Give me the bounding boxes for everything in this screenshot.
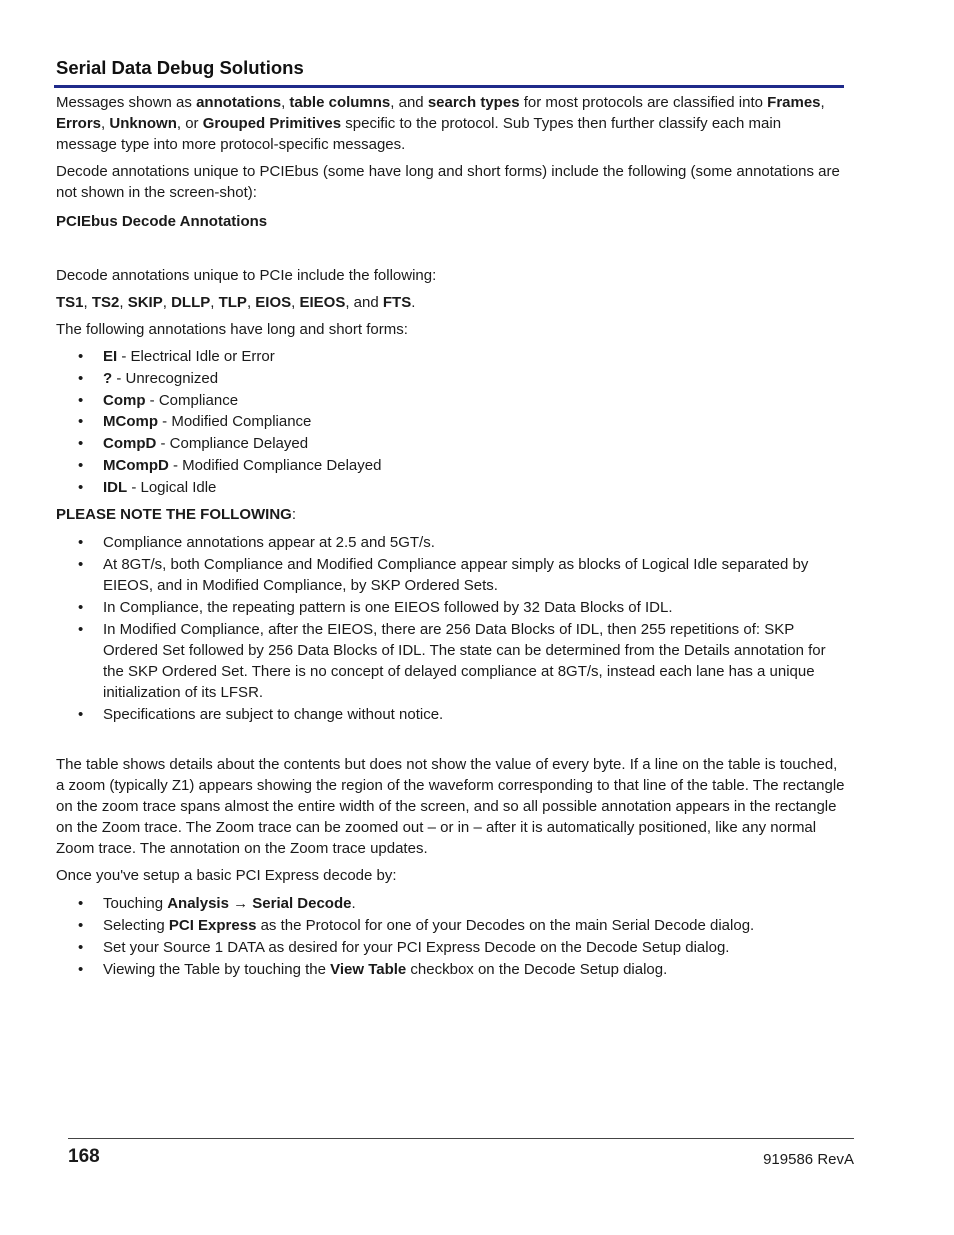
- setup-steps-list: [56, 893, 846, 981]
- bold-term: Grouped Primitives: [202, 115, 342, 132]
- note-heading: PLEASE NOTE THE FOLLOWING:: [56, 506, 297, 523]
- list-item: • CompD - Compliance Delayed: [56, 433, 846, 455]
- text-run: ,: [210, 294, 219, 311]
- list-item: • MCompD - Modified Compliance Delayed: [56, 455, 846, 477]
- list-item: • Compliance annotations appear at 2.5 and 5GT/s.: [56, 532, 846, 553]
- bold-term: EIEOS: [299, 294, 346, 311]
- text-run: , or: [176, 115, 203, 132]
- list-item: • Specifications are subject to change without notice.: [56, 704, 846, 725]
- list-item: • In Modified Compliance, after the EIEOS, there are 256 Data Blocks of IDL, then 255 repetitions of: SKP Ordered Set followed by 256 Data Blocks of IDL. The state can be determined from the Details annotation for the SKP Ordered Set. There is no concept of delayed compliance at 8GT/s, instead each lane has a unique initialization of its LFSR.: [56, 619, 846, 703]
- bold-term: TS2: [91, 294, 120, 311]
- bold-term: SKIP: [127, 294, 163, 311]
- forms-intro-paragraph: The following annotations have long and short forms:: [56, 321, 408, 338]
- bold-term: annotations: [196, 94, 282, 111]
- bold-term: TS1: [56, 294, 84, 311]
- bold-term: Errors: [56, 115, 102, 132]
- list-item: • ? - Unrecognized: [56, 368, 846, 390]
- text-run: as the Protocol for one of your Decodes on the main Serial Decode dialog.: [256, 917, 755, 934]
- title-underline: [54, 85, 844, 88]
- text-run: ,: [291, 294, 300, 311]
- text-run: .: [411, 294, 416, 311]
- list-item: • In Compliance, the repeating pattern is one EIEOS followed by 32 Data Blocks of IDL.: [56, 597, 846, 618]
- list-item: • IDL - Logical Idle: [56, 477, 846, 499]
- bold-term: EIOS: [255, 294, 292, 311]
- figure-caption: PCIEbus Decode Annotations: [56, 213, 268, 230]
- forms-list: [56, 346, 846, 499]
- list-item: [56, 959, 846, 981]
- document-id: 919586 RevA: [763, 1151, 854, 1168]
- list-item: [56, 915, 846, 937]
- bold-term: Analysis → Serial Decode: [167, 895, 352, 912]
- text-run: ,: [246, 294, 256, 311]
- list-item: [56, 937, 846, 959]
- pcie-annotations-paragraph: Decode annotations unique to PCIe include the following:: [56, 267, 437, 284]
- text-run: ,: [820, 94, 825, 111]
- list-item: • Comp - Compliance: [56, 390, 846, 412]
- text-run: specific to the protocol. Sub Types then further classify each main message type into more protocol-specific messages.: [56, 115, 782, 153]
- intro-paragraph: [56, 92, 846, 155]
- text-run: Messages shown as: [56, 94, 197, 111]
- bold-term: Frames: [767, 94, 821, 111]
- text-run: , and: [390, 94, 428, 111]
- page-title: Serial Data Debug Solutions: [56, 57, 304, 78]
- text-run: ,: [119, 294, 128, 311]
- text-run: Set your Source 1 DATA as desired for your PCI Express Decode on the Decode Setup dialog.: [103, 939, 730, 956]
- list-item: • MComp - Modified Compliance: [56, 411, 846, 433]
- text-run: ,: [101, 115, 110, 132]
- pcie-annotation-list: [56, 292, 846, 313]
- list-item: [56, 893, 846, 915]
- bold-term: table columns: [289, 94, 391, 111]
- setup-intro-paragraph: Once you've setup a basic PCI Express decode by:: [56, 867, 397, 884]
- list-item: • At 8GT/s, both Compliance and Modified Compliance appear simply as blocks of Logical Idle separated by EIEOS, and in Modified Compliance, by SKP Ordered Sets.: [56, 554, 846, 596]
- notes-list: [56, 532, 846, 725]
- table-description-paragraph: The table shows details about the contents but does not show the value of every byte. If a line on the table is touched, a zoom (typically Z1) appears showing the region of the waveform corresponding to that line of the table. The rectangle on the zoom trace spans almost the entire width of the screen, and so all possible annotation appears in the rectangle on the Zoom trace. The Zoom trace can be zoomed out – or in – after it is automatically positioned, like any normal Zoom trace. The annotation on the Zoom trace updates.: [56, 756, 845, 857]
- text-run: ,: [281, 94, 290, 111]
- footer-divider: [68, 1138, 854, 1139]
- pciebus-annotations-paragraph: Decode annotations unique to PCIEbus (some have long and short forms) include the following (some annotations are not shown in the screen-shot):: [56, 163, 840, 201]
- text-run: Viewing the Table by touching the: [103, 961, 331, 978]
- bold-term: View Table: [330, 961, 407, 978]
- text-run: Touching: [103, 895, 168, 912]
- text-run: .: [351, 895, 356, 912]
- bold-term: search types: [427, 94, 520, 111]
- text-run: Selecting: [103, 917, 169, 934]
- bold-term: DLLP: [171, 294, 211, 311]
- text-run: , and: [345, 294, 383, 311]
- text-run: ,: [162, 294, 172, 311]
- page-number: 168: [68, 1146, 100, 1167]
- bold-term: FTS: [382, 294, 412, 311]
- bold-term: Unknown: [109, 115, 177, 132]
- bold-term: TLP: [218, 294, 247, 311]
- list-item: • EI - Electrical Idle or Error: [56, 346, 846, 368]
- text-run: ,: [83, 294, 92, 311]
- bold-term: PCI Express: [168, 917, 257, 934]
- text-run: checkbox on the Decode Setup dialog.: [406, 961, 668, 978]
- text-run: for most protocols are classified into: [519, 94, 768, 111]
